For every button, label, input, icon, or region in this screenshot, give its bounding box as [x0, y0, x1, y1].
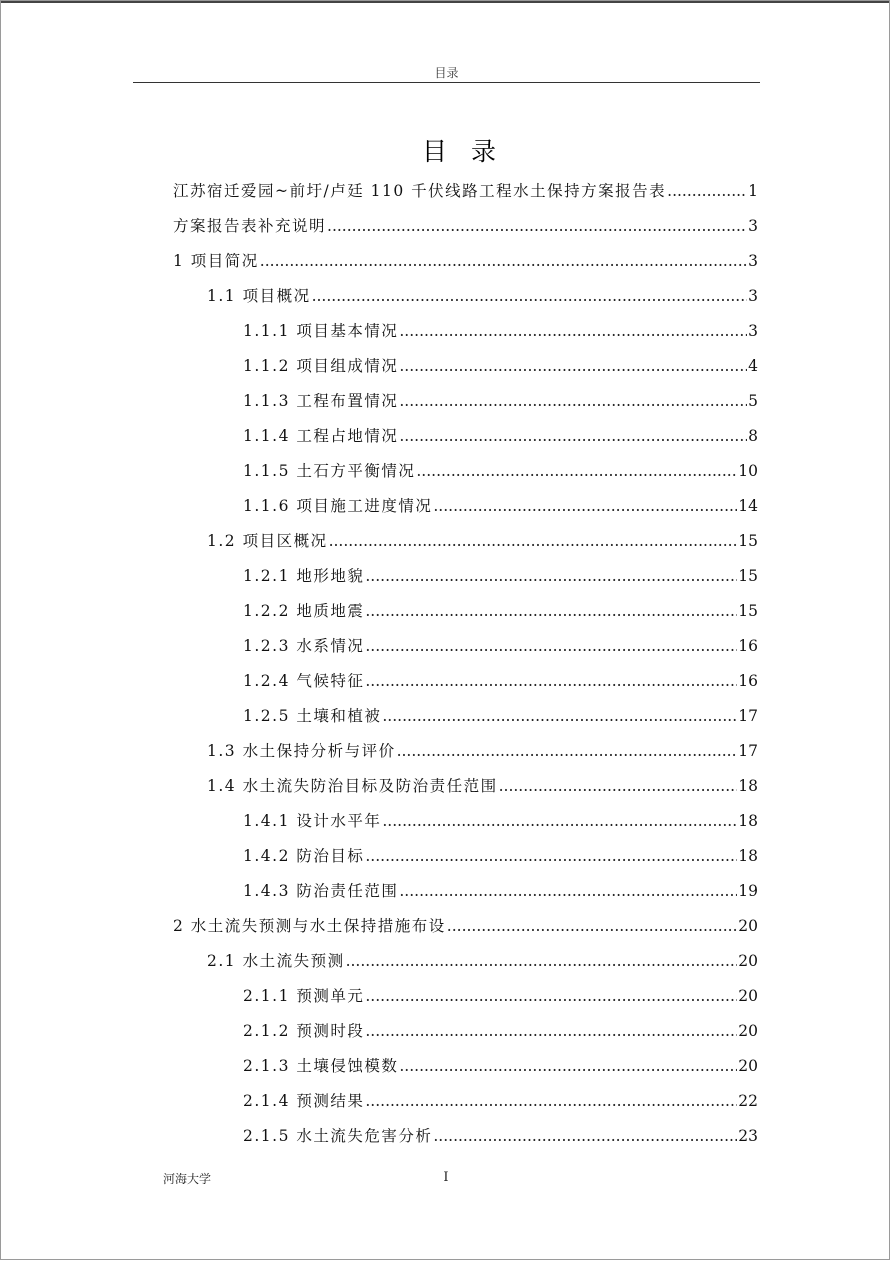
toc-entry[interactable]	[243, 874, 758, 909]
dot-leader	[433, 489, 737, 524]
toc-entry[interactable]	[243, 839, 758, 874]
toc-entry-page: 15	[738, 532, 758, 550]
dot-leader	[312, 279, 748, 314]
dot-leader	[365, 594, 737, 629]
toc-entry-label: 2.1.3 土壤侵蚀模数	[243, 1057, 399, 1075]
dot-leader	[433, 1119, 737, 1154]
toc-entry-label: 2.1 水土流失预测	[207, 952, 345, 970]
toc-entry-page: 10	[738, 462, 758, 480]
toc-entry-page: 1	[748, 182, 758, 200]
dot-leader	[399, 314, 747, 349]
toc-entry[interactable]	[207, 279, 758, 314]
dot-leader	[365, 1014, 737, 1049]
toc-entry[interactable]	[243, 419, 758, 454]
toc-entry-label: 1.3 水土保持分析与评价	[207, 742, 396, 760]
dot-leader	[399, 874, 737, 909]
toc-entry-label: 1.4 水土流失防治目标及防治责任范围	[207, 777, 498, 795]
toc-entry-page: 15	[738, 567, 758, 585]
toc-entry-label: 2 水土流失预测与水土保持措施布设	[173, 917, 446, 935]
toc-entry-label: 方案报告表补充说明	[173, 217, 327, 235]
toc-entry-label: 1.1.2 项目组成情况	[243, 357, 399, 375]
toc-entry-page: 20	[738, 987, 758, 1005]
toc-entry-page: 14	[738, 497, 758, 515]
toc-entry[interactable]	[243, 559, 758, 594]
toc-entry-label: 1.2.5 土壤和植被	[243, 707, 382, 725]
toc-entry-page: 15	[738, 602, 758, 620]
dot-leader	[365, 979, 737, 1014]
toc-entry-page: 20	[738, 1022, 758, 1040]
toc-entry-page: 16	[738, 637, 758, 655]
toc-entry-page: 18	[738, 777, 758, 795]
dot-leader	[399, 1049, 737, 1084]
toc-entry-page: 3	[748, 322, 758, 340]
toc-entry[interactable]	[207, 944, 758, 979]
footer-page-number: I	[443, 1170, 449, 1185]
toc-entry-page: 18	[738, 812, 758, 830]
toc-entry[interactable]	[173, 174, 758, 209]
toc-entry[interactable]	[243, 1084, 758, 1119]
toc-entry-label: 1.2 项目区概况	[207, 532, 328, 550]
page-title: 目 录	[422, 137, 504, 166]
toc-entry[interactable]	[243, 314, 758, 349]
toc-entry[interactable]	[173, 244, 758, 279]
toc-entry-label: 1.2.3 水系情况	[243, 637, 365, 655]
toc-entry-page: 20	[738, 952, 758, 970]
toc-entry-page: 22	[738, 1092, 758, 1110]
toc-entry-label: 1.2.2 地质地震	[243, 602, 365, 620]
toc-entry-label: 1.4.1 设计水平年	[243, 812, 382, 830]
dot-leader	[382, 804, 737, 839]
toc-entry-page: 3	[748, 252, 758, 270]
dot-leader	[365, 839, 737, 874]
dot-leader	[399, 384, 747, 419]
toc-entry[interactable]	[207, 734, 758, 769]
dot-leader	[327, 209, 747, 244]
dot-leader	[329, 524, 738, 559]
toc-entry[interactable]	[207, 769, 758, 804]
dot-leader	[397, 734, 738, 769]
dot-leader	[499, 769, 738, 804]
toc-entry[interactable]	[243, 1049, 758, 1084]
running-header: 目录	[434, 66, 459, 80]
toc-entry[interactable]	[243, 664, 758, 699]
dot-leader	[447, 909, 737, 944]
toc-entry[interactable]	[243, 699, 758, 734]
toc-entry[interactable]	[243, 594, 758, 629]
toc-entry[interactable]	[243, 454, 758, 489]
toc-entry-label: 1.1.4 工程占地情况	[243, 427, 399, 445]
dot-leader	[399, 419, 747, 454]
toc-entry-label: 1.2.4 气候特征	[243, 672, 365, 690]
toc-entry-label: 1.4.2 防治目标	[243, 847, 365, 865]
toc-entry-label: 2.1.1 预测单元	[243, 987, 365, 1005]
toc-entry-label: 1.4.3 防治责任范围	[243, 882, 399, 900]
dot-leader	[416, 454, 737, 489]
dot-leader	[365, 559, 737, 594]
toc-entry-page: 20	[738, 1057, 758, 1075]
dot-leader	[365, 629, 737, 664]
toc-entry[interactable]	[207, 524, 758, 559]
header-rule	[133, 82, 760, 83]
toc-entry-page: 8	[748, 427, 758, 445]
toc-entry-page: 16	[738, 672, 758, 690]
toc-entry-label: 1.2.1 地形地貌	[243, 567, 365, 585]
toc-entry[interactable]	[243, 804, 758, 839]
toc-entry[interactable]	[243, 979, 758, 1014]
toc-entry-page: 19	[738, 882, 758, 900]
toc-entry[interactable]	[243, 1119, 758, 1154]
dot-leader	[399, 349, 747, 384]
dot-leader	[667, 174, 747, 209]
toc-entry[interactable]	[173, 209, 758, 244]
toc-entry-label: 1.1.3 工程布置情况	[243, 392, 399, 410]
toc-entry-page: 4	[748, 357, 758, 375]
toc-entry[interactable]	[243, 489, 758, 524]
toc-entry-page: 18	[738, 847, 758, 865]
toc-entry[interactable]	[173, 909, 758, 944]
toc-entry-label: 2.1.4 预测结果	[243, 1092, 365, 1110]
toc-entry-label: 1.1 项目概况	[207, 287, 311, 305]
dot-leader	[382, 699, 737, 734]
toc-entry-label: 1.1.6 项目施工进度情况	[243, 497, 433, 515]
toc-entry-page: 17	[738, 707, 758, 725]
toc-entry-page: 3	[748, 287, 758, 305]
toc-entry-page: 5	[748, 392, 758, 410]
toc-entry-label: 2.1.5 水土流失危害分析	[243, 1127, 433, 1145]
dot-leader	[260, 244, 747, 279]
toc-entry-page: 23	[738, 1127, 758, 1145]
toc-entry-label: 1.1.1 项目基本情况	[243, 322, 399, 340]
toc-entry[interactable]	[243, 384, 758, 419]
toc-entry-label: 1.1.5 土石方平衡情况	[243, 462, 416, 480]
dot-leader	[365, 1084, 737, 1119]
toc-entry-label: 1 项目简况	[173, 252, 259, 270]
footer-institution: 河海大学	[163, 1172, 212, 1186]
toc-entry[interactable]	[243, 349, 758, 384]
toc-entry-label: 江苏宿迁爱园~前圩/卢廷 110 千伏线路工程水土保持方案报告表	[173, 182, 667, 200]
toc-entry-page: 3	[748, 217, 758, 235]
toc-entry-page: 20	[738, 917, 758, 935]
toc-entry[interactable]	[243, 1014, 758, 1049]
dot-leader	[346, 944, 738, 979]
toc-entry-label: 2.1.2 预测时段	[243, 1022, 365, 1040]
dot-leader	[365, 664, 737, 699]
toc-entry[interactable]	[243, 629, 758, 664]
toc-entry-page: 17	[738, 742, 758, 760]
